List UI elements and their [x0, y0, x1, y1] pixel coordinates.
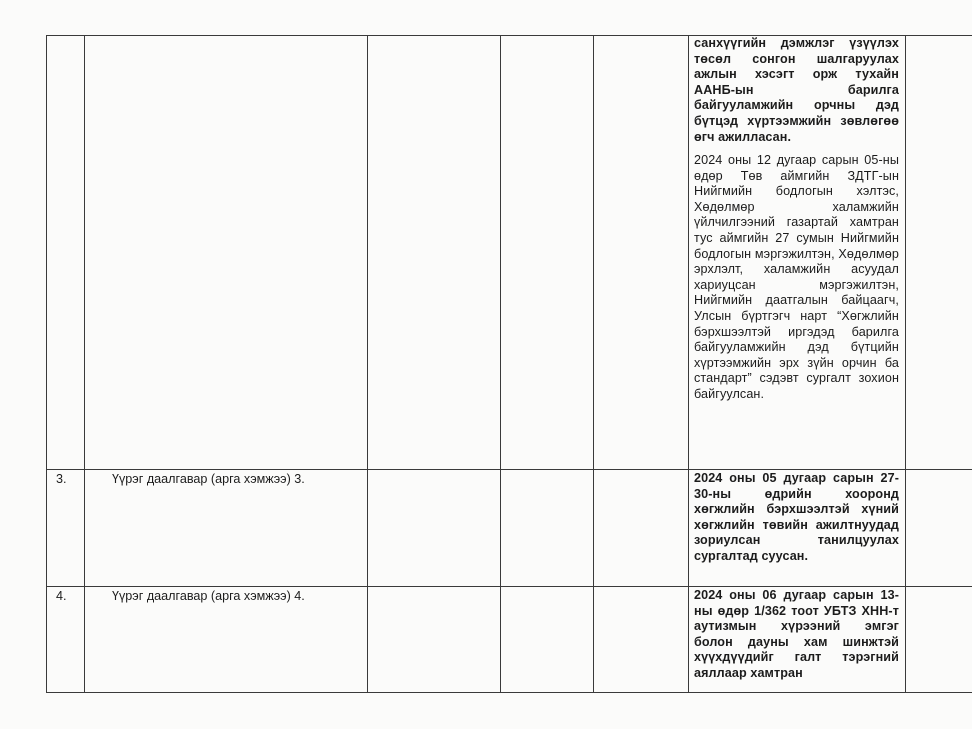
- task-cell: Үүрэг даалгавар (арга хэмжээ) 4.: [112, 589, 305, 603]
- table-left-border: [46, 35, 47, 693]
- row-number: 4.: [56, 589, 67, 603]
- task-cell: Үүрэг даалгавар (арга хэмжээ) 3.: [112, 472, 305, 486]
- column-divider: [905, 35, 906, 693]
- table-bottom-border: [46, 692, 972, 693]
- row-divider: [46, 469, 972, 470]
- result-cell: 2024 оны 06 дугаар сарын 13-ны өдөр 1/362 тоот УБТЗ ХНН-т аутизмын хүрээний эмгэг болон дауны хам шинжтэй хүүхдүүдийг галт тэрэгний аяллаар хамтран: [694, 588, 899, 680]
- result-cell: 2024 оны 05 дугаар сарын 27-30-ны өдрийн хооронд хөгжлийн бэрхшээлтэй хүний хөгжлийн төвийн ажилтнуудад зориулсан танилцуулах сургалтад суусан.: [694, 471, 899, 563]
- result-cell-paragraph: 2024 оны 12 дугаар сарын 05-ны өдөр Төв аймгийн ЗДТГ-ын Нийгмийн бодлогын хэлтэс, Хөдөлмөр халамжийн үйлчилгээний газартай хамтран тус аймгийн 27 сумын Нийгмийн бодлогын мэргэжилтэн, Хөдөлмөр эрхлэлт, халамжийн асуудал хариуцсан мэргэжилтэн, Нийгмийн даатгалын байцаагч, Улсын бүртгэгч нарт “Хөгжлийн бэрхшээлтэй иргэдэд барилга байгууламжийн дэд бүтцийн хүртээмжийн эрх зүйн орчин ба стандарт” сэдэвт сургалт зохион байгуулсан.: [694, 153, 899, 401]
- column-divider: [367, 35, 368, 693]
- row-divider: [46, 586, 972, 587]
- row-number: 3.: [56, 472, 67, 486]
- column-divider: [84, 35, 85, 693]
- column-divider: [593, 35, 594, 693]
- result-cell-continuation: санхүүгийн дэмжлэг үзүүлэх төсөл сонгон шалгаруулах ажлын хэсэгт орж тухайн ААНБ-ын барилга байгууламжийн орчны дэд бүтцэд хүртээмжийн зөвлөгөө өгч ажилласан.: [694, 36, 899, 144]
- column-divider: [688, 35, 689, 693]
- column-divider: [500, 35, 501, 693]
